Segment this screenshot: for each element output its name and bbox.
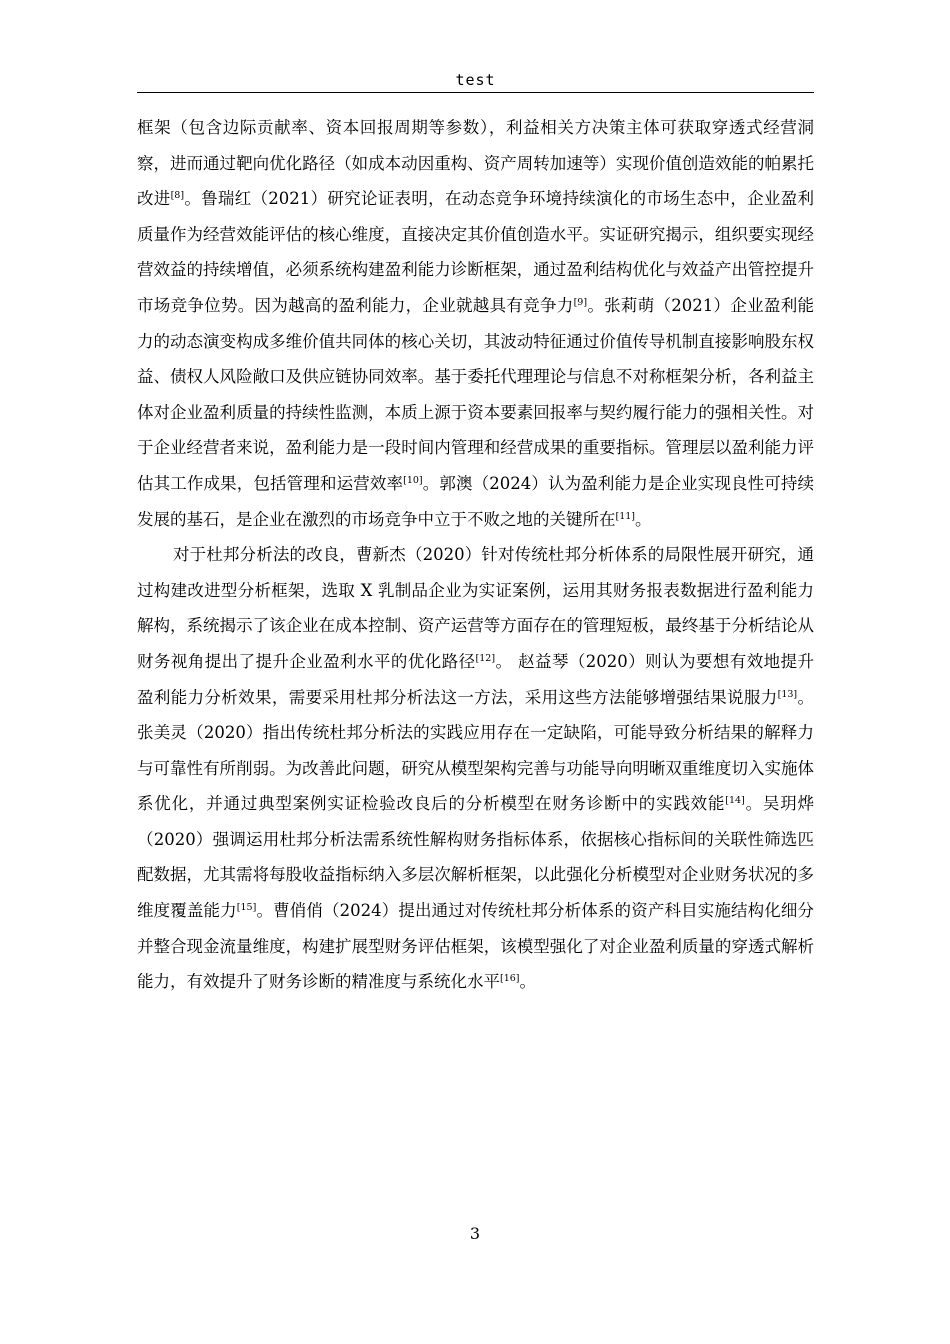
text-run: 。张美灵（2020）指出传统杜邦分析法的实践应用存在一定缺陷，可能导致分析结果的解释力与可靠性有所削弱。为改善此问题，研究从模型架构完善与功能导向明晰双重维度切入实施体系优化，并通过典型案例实证检验改良后的分析模型在财务诊断中的实践效能 bbox=[137, 687, 815, 814]
text-run: 。 赵益琴（2020）则认为要想有效地提升盈利能力分析效果，需要采用杜邦分析法这一方法，采用这些方法能够增强结果说服力 bbox=[137, 651, 814, 707]
paragraph bbox=[137, 537, 814, 1000]
citation-ref[interactable]: [8] bbox=[170, 190, 185, 202]
text-run: 。鲁瑞红（2021）研究论证表明，在动态竞争环境持续演化的市场生态中，企业盈利质量作为经营效能评估的核心维度，直接决定其价值创造水平。实证研究揭示，组织要实现经营效益的持续增值，必须系统构建盈利能力诊断框架，通过盈利结构优化与效益产出管控提升市场竞争位势。因为越高的盈利能力，企业就越具有竞争力 bbox=[137, 189, 815, 315]
citation-ref[interactable]: [9] bbox=[573, 296, 588, 308]
citation-ref[interactable]: [11] bbox=[615, 510, 636, 522]
text-run: 。吴玥烨（2020）强调运用杜邦分析法需系统性解构财务指标体系，依据核心指标间的关联性筛选匹配数据，尤其需将每股收益指标纳入多层次解析框架，以此强化分析模型对企业财务状况的多维度覆盖能力 bbox=[137, 794, 815, 921]
citation-ref[interactable]: [14] bbox=[725, 795, 745, 807]
paragraph bbox=[137, 110, 814, 537]
body-text bbox=[137, 110, 814, 1000]
citation-ref[interactable]: [15] bbox=[236, 901, 257, 913]
text-run: 。曹俏俏（2024）提出通过对传统杜邦分析体系的资产科目实施结构化细分并整合现金流量维度，构建扩展型财务评估框架，该模型强化了对企业盈利质量的穿透式解析能力，有效提升了财务诊断的精准度与系统化水平 bbox=[137, 901, 815, 992]
text-run: 。张莉萌（2021）企业盈利能力的动态演变构成多维价值共同体的核心关切，其波动特征通过价值传导机制直接影响股东权益、债权人风险敞口及供应链协同效率。基于委托代理理论与信息不对称框架分析，各利益主体对企业盈利质量的持续性监测，本质上源于资本要素回报率与契约履行能力的强相关性。对于企业经营者来说，盈利能力是一段时间内管理和经营成果的重要指标。管理层以盈利能力评估其工作成果，包括管理和运营效率 bbox=[137, 295, 815, 493]
text-run: 对于杜邦分析法的改良，曹新杰（2020）针对传统杜邦分析体系的局限性展开研究，通过构建改进型分析框架，选取 X 乳制品企业为实证案例，运用其财务报表数据进行盈利能力解构，系统揭示了该企业在成本控制、资产运营等方面存在的管理短板，最终基于分析结论从财务视角提出了提升企业盈利水平的优化路径 bbox=[137, 545, 814, 671]
page-number: 3 bbox=[469, 1224, 481, 1243]
text-run: 。 bbox=[519, 972, 537, 992]
citation-ref[interactable]: [10] bbox=[403, 474, 423, 486]
citation-ref[interactable]: [16] bbox=[500, 973, 520, 985]
text-run: 框架（包含边际贡献率、资本回报周期等参数），利益相关方决策主体可获取穿透式经营洞察，进而通过靶向优化路径（如成本动因重构、资产周转加速等）实现价值创造效能的帕累托改进 bbox=[137, 118, 814, 209]
text-run: 。 bbox=[635, 509, 652, 529]
citation-ref[interactable]: [12] bbox=[475, 652, 496, 664]
text-run: 。郭澳（2024）认为盈利能力是企业实现良性可持续发展的基石，是企业在激烈的市场竞争中立于不败之地的关键所在 bbox=[137, 473, 815, 529]
header-title: test bbox=[455, 71, 496, 89]
citation-ref[interactable]: [13] bbox=[777, 688, 798, 700]
page-header bbox=[137, 68, 814, 93]
